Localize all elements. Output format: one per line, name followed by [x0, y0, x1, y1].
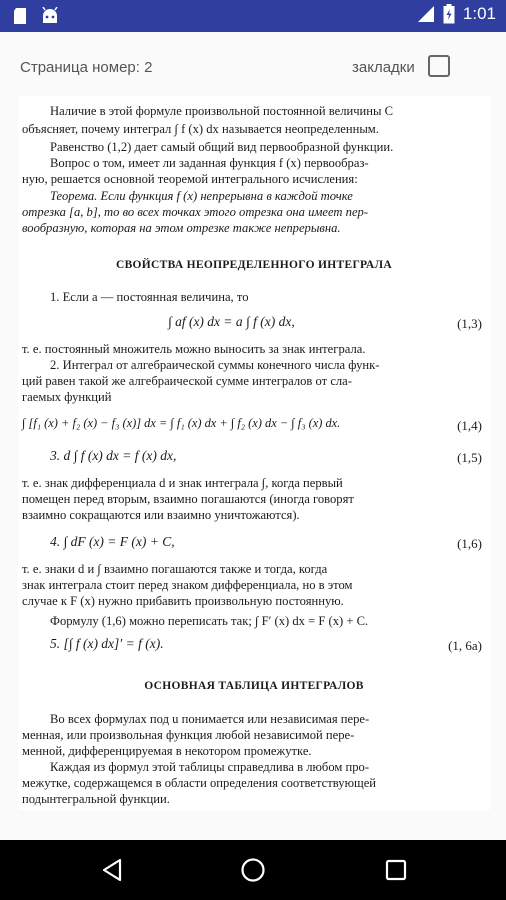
paragraph-line: Каждая из формул этой таблицы справедлива в любом про-: [50, 760, 370, 774]
equation-number: (1,3): [457, 316, 482, 331]
recents-button[interactable]: [380, 854, 412, 886]
reader-header: [0, 32, 506, 92]
bookmarks-label: закладки: [352, 59, 415, 76]
paragraph-line: подынтегральной функции.: [22, 792, 170, 806]
section-heading: ОСНОВНАЯ ТАБЛИЦА ИНТЕГРАЛОВ: [144, 680, 364, 692]
property-line: помещен перед вторым, взаимно погашаются (иногда говорят: [22, 492, 354, 506]
paragraph-line: Равенство (1,2) дает самый общий вид первообразной функции.: [50, 140, 394, 154]
paragraph-line: менной, дифференцируемая в некотором промежутке.: [22, 744, 312, 758]
paragraph-line: Наличие в этой формуле произвольной постоянной величины C: [50, 104, 394, 118]
paragraph-line: объясняет, почему интеграл ∫ f (x) dx называется неопределенным.: [22, 122, 379, 136]
theorem-line: отрезка [a, b], то во всех точках этого отрезка она имеет пер-: [22, 205, 369, 219]
property-line: ций равен такой же алгебраической сумме интегралов от сла-: [22, 374, 352, 388]
formula-1-4: ∫ [f₁ (x) + f₂ (x) − f₃ (x)] dx = ∫ f₁ (x) dx + ∫ f₂ (x) dx − ∫ f₃ (x) dx.: [22, 416, 341, 430]
paragraph-line: менная, или произвольная функция любой независимой пере-: [22, 728, 355, 742]
equation-number: (1,6): [457, 536, 482, 551]
property-line: гаемых функций: [22, 390, 112, 404]
theorem-line: вообразную, которая на этом отрезке также непрерывна.: [22, 221, 341, 235]
bookmark-checkbox[interactable]: [428, 55, 450, 77]
scanned-page: [18, 96, 490, 810]
formula-1-6: 4. ∫ dF (x) = F (x) + C,: [50, 534, 175, 549]
paragraph-line: Во всех формулах под u понимается или независимая пере-: [50, 712, 370, 726]
clock: 1:01: [462, 4, 496, 23]
property-line: 1. Если a — постоянная величина, то: [50, 290, 249, 304]
property-line: случае к F (x) нужно прибавить произвольную постоянную.: [22, 594, 344, 608]
property-line: т. е. постоянный множитель можно выносить за знак интеграла.: [22, 342, 366, 356]
android-debug-icon: [40, 7, 60, 25]
property-line: т. е. знак дифференциала d и знак интеграла ∫, когда первый: [22, 476, 343, 490]
formula-1-3: ∫ af (x) dx = a ∫ f (x) dx,: [168, 314, 295, 329]
sd-card-icon: [12, 7, 28, 25]
property-line: т. е. знаки d и ∫ взаимно погашаются также и тогда, когда: [22, 562, 328, 576]
home-icon: [240, 857, 266, 883]
formula-1-6a: 5. [∫ f (x) dx]′ = f (x).: [50, 636, 164, 651]
equation-number: (1,5): [457, 450, 482, 465]
navigation-bar: [0, 840, 506, 900]
back-icon: [101, 858, 123, 882]
back-button[interactable]: [96, 854, 128, 886]
equation-number: (1,4): [457, 418, 482, 433]
paragraph-line: межутке, содержащемся в области определения соответствующей: [22, 776, 377, 790]
theorem-line: Теорема. Если функция f (x) непрерывна в каждой точке: [50, 189, 353, 203]
status-bar: [0, 0, 506, 32]
battery-icon: [443, 4, 455, 24]
rewrite-line: Формулу (1,6) можно переписать так; ∫ F′ (x) dx = F (x) + C.: [50, 614, 369, 628]
equation-number: (1, 6а): [448, 638, 482, 653]
property-line: 2. Интеграл от алгебраической суммы конечного числа функ-: [50, 358, 380, 372]
section-heading: СВОЙСТВА НЕОПРЕДЕЛЕННОГО ИНТЕГРАЛА: [115, 259, 392, 271]
recents-icon: [385, 859, 407, 881]
formula-1-5: 3. d ∫ f (x) dx = f (x) dx,: [50, 448, 177, 463]
paragraph-line: Вопрос о том, имеет ли заданная функция f (x) первообраз-: [50, 156, 369, 170]
signal-icon: [417, 5, 435, 23]
paragraph-line: ную, решается основной теоремой интегрального исчисления:: [22, 172, 358, 186]
page-number-label: Страница номер: 2: [20, 59, 153, 76]
property-line: знак интеграла стоит перед знаком дифференциала, но в этом: [22, 578, 353, 592]
home-button[interactable]: [237, 854, 269, 886]
property-line: взаимно сокращаются или взаимно уничтожаются).: [22, 508, 300, 522]
